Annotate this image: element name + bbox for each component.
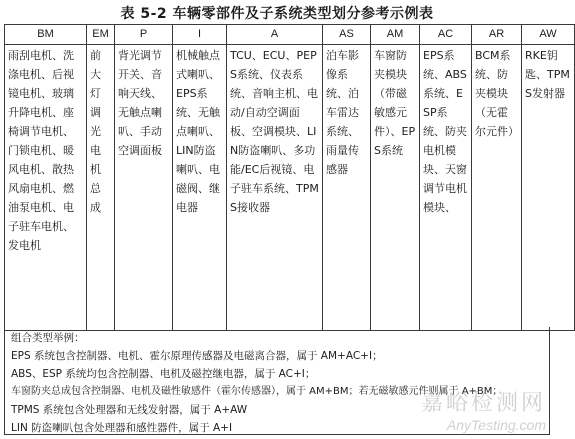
example-line: 车窗防夹总成包含控制器、电机及磁性敏感件（霍尔传感器），属于 AM+BM；若无磁敏感元件则属于 A+BM；: [11, 386, 503, 397]
cell-ar: BCM系统、防夹模块（无霍尔元件）: [472, 45, 522, 331]
example-line: TPMS 系统包含处理器和无线发射器，属于 A+AW: [11, 404, 248, 416]
column-header-as: AS: [323, 25, 371, 45]
column-header-bm: BM: [5, 25, 87, 45]
column-header-p: P: [115, 25, 173, 45]
example-line: LIN 防盗喇叭包含处理器和感性器件，属于 A+I: [11, 422, 233, 434]
cell-bm: 雨刮电机、洗涤电机、后视镜电机、玻璃升降电机、座椅调节电机、门锁电机、暖风电机、散热风扇电机、燃油泵电机、电子驻车电机、发电机: [5, 45, 87, 331]
watermark-en: AnyTesting.com: [446, 417, 546, 433]
examples-heading: 组合类型举例：: [11, 332, 85, 344]
column-header-aw: AW: [522, 25, 575, 45]
cell-em: 前大灯调光电机总成: [87, 45, 115, 331]
cell-am: 车窗防夹模块（带磁敏感元件）、EPS系统: [371, 45, 420, 331]
example-line: ABS、ESP 系统均包含控制器、电机及磁控继电器，属于 AC+I；: [11, 368, 316, 380]
example-line: EPS 系统包含控制器、电机、霍尔原理传感器及电磁离合器，属于 AM+AC+I；: [11, 350, 383, 362]
cell-aw: RKE钥匙、TPMS发射器: [522, 45, 575, 331]
column-header-am: AM: [371, 25, 420, 45]
column-header-ac: AC: [420, 25, 472, 45]
cell-as: 泊车影像系统、泊车雷达系统、雨量传感器: [323, 45, 371, 331]
cell-p: 背光调节开关、音响天线、无触点喇叭、手动空调面板: [115, 45, 173, 331]
combination-examples: [4, 327, 550, 435]
cell-a: TCU、ECU、PEPS系统、仪表系统、音响主机、电动/自动空调面板、空调模块、LIN防盗喇叭、多功能/EC后视镜、电子驻车系统、TPMS接收器: [227, 45, 323, 331]
table-title: 表 5-2 车辆零部件及子系统类型划分参考示例表: [120, 6, 434, 22]
cell-i: 机械触点式喇叭、EPS系统、无触点喇叭、LIN防盗喇叭、电磁阀、继电器: [173, 45, 227, 331]
table-header-row: [5, 25, 575, 45]
component-type-table: [4, 24, 575, 331]
column-header-em: EM: [87, 25, 115, 45]
cell-ac: EPS系统、ABS系统、ESP系统、防夹电机模块、天窗调节电机模块、: [420, 45, 472, 331]
column-header-ar: AR: [472, 25, 522, 45]
table-row: [5, 45, 575, 331]
watermark-cn: 嘉峪检测网: [420, 391, 546, 416]
column-header-a: A: [227, 25, 323, 45]
column-header-i: I: [173, 25, 227, 45]
